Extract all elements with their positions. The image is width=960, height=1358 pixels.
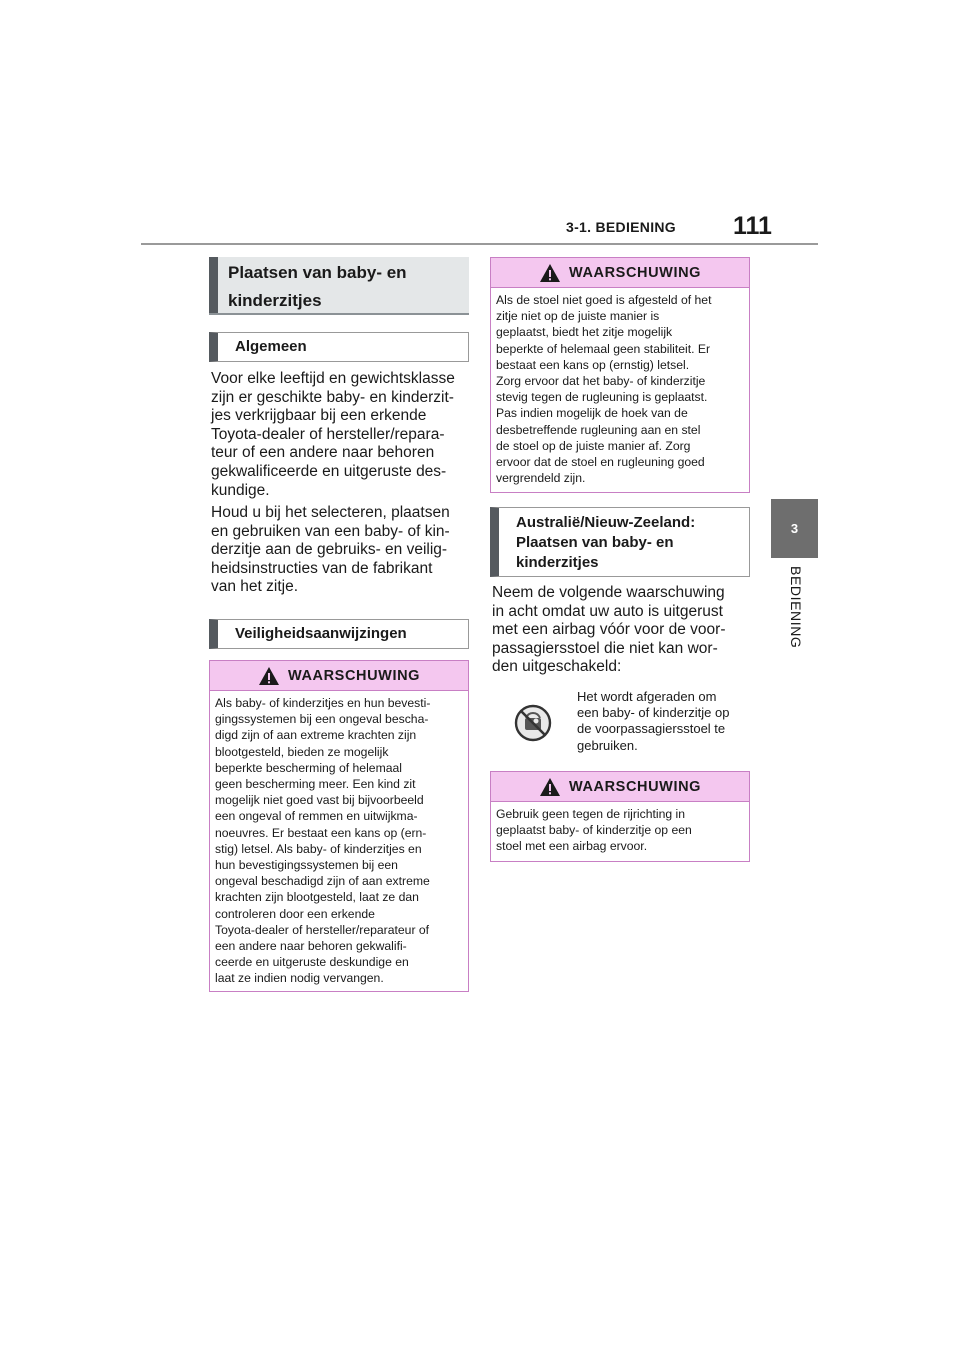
text-line: jes verkrijgbaar bij een erkende (211, 407, 427, 425)
text-line: bestaat een kans op (ernstig) letsel. (496, 357, 690, 372)
text-line: Als de stoel niet goed is afgesteld of het (496, 293, 712, 307)
text-line: ervoor dat de stoel en rugleuning goed (496, 455, 705, 470)
text-line: geplaatst, biedt het zitje mogelijk (496, 325, 673, 340)
subheading-general (209, 332, 469, 362)
text-line: Als baby- of kinderzitjes en hun bevesti- (215, 696, 431, 710)
chapter-number: 3 (790, 521, 799, 536)
text-line: Neem de volgende waarschuwing (492, 584, 725, 601)
warning-header (491, 258, 749, 288)
text-line: een ongeval of remmen en uitwijkma- (215, 809, 418, 824)
text-line: derzitje aan de gebruiks- en veilig- (211, 541, 448, 559)
text-line: geen bescherming meer. Een kind zit (215, 777, 416, 792)
paragraph-airbag (492, 584, 754, 677)
text-line: en gebruiken van een baby- of kin- (211, 522, 450, 540)
main-heading-line: Plaatsen van baby- en (228, 263, 407, 282)
text-line: de stoel op de juiste manier af. Zorg (496, 438, 691, 453)
text-line: stoel met een airbag ervoor. (496, 839, 648, 854)
subheading-line: Plaatsen van baby- en (516, 534, 674, 551)
text-line: gingssystemen bij een ongeval bescha- (215, 712, 429, 727)
text-line: heidsinstructies van de fabrikant (211, 559, 433, 577)
text-line: Pas indien mogelijk de hoek van de (496, 406, 688, 421)
warning-text (491, 288, 749, 486)
warning-triangle-icon (539, 777, 561, 797)
main-heading (209, 257, 469, 313)
text-line: Houd u bij het selecteren, plaatsen (211, 504, 450, 521)
text-line: stig) letsel. Als baby- of kinderzitjes en (215, 841, 422, 856)
warning-box-left (209, 660, 469, 992)
text-line: met een airbag vóór voor de voor- (492, 621, 726, 639)
text-line: krachten zijn blootgesteld, laat ze dan (215, 890, 419, 905)
chapter-tab (771, 499, 818, 558)
text-line: beperkte of helemaal geen stabiliteit. Er (496, 341, 711, 356)
text-line: Het wordt afgeraden om (577, 689, 717, 704)
text-line: Zorg ervoor dat het baby- of kinderzitje (496, 374, 706, 389)
text-line: Voor elke leeftijd en gewichtsklasse (211, 370, 455, 387)
text-line: geplaatst baby- of kinderzitje op een (496, 823, 692, 838)
header-divider (141, 243, 818, 245)
no-child-seat-icon (514, 704, 552, 742)
chapter-label: BEDIENING (788, 566, 804, 649)
main-heading-line: kinderzitjes (228, 291, 322, 310)
text-line: blootgesteld, bieden ze mogelijk (215, 744, 389, 759)
text-line: Toyota-dealer of hersteller/reparateur of (215, 922, 430, 937)
text-line: passagiersstoel die niet kan wor- (492, 639, 718, 657)
subheading-safety (209, 619, 469, 649)
subheading-text: Algemeen (235, 338, 307, 355)
text-line: Toyota-dealer of hersteller/repara- (211, 425, 445, 443)
text-line: zijn er geschikte baby- en kinderzit- (211, 388, 454, 406)
warning-triangle-icon (258, 666, 280, 686)
text-line: een baby- of kinderzitje op (577, 705, 730, 721)
paragraph-general (211, 370, 473, 500)
text-line: kundige. (211, 481, 270, 499)
text-line: een andere naar behoren gekwalifi- (215, 939, 407, 954)
text-line: hun bevestigingssystemen bij een (215, 858, 398, 873)
warning-title: WAARSCHUWING (287, 667, 421, 684)
warning-header (491, 772, 749, 802)
text-line: noeuvres. Er bestaat een kans op (ern- (215, 825, 427, 840)
paragraph-instructions (211, 504, 473, 597)
text-line: stevig tegen de rugleuning is geplaatst. (496, 390, 708, 405)
text-line: gekwalificeerde en uitgeruste des- (211, 462, 447, 480)
warning-text (491, 802, 749, 855)
warning-header (210, 661, 468, 691)
text-line: laat ze indien nodig vervangen. (215, 971, 384, 986)
text-line: zitje niet op de juiste manier is (496, 309, 660, 324)
icon-note (577, 689, 755, 754)
warning-title: WAARSCHUWING (568, 264, 702, 281)
subheading-line: kinderzitjes (516, 554, 599, 571)
text-line: mogelijk niet goed vast bij bijvoorbeeld (215, 793, 424, 808)
text-line: gebruiken. (577, 737, 638, 753)
text-line: Gebruik geen tegen de rijrichting in (496, 807, 686, 821)
warning-triangle-icon (539, 263, 561, 283)
warning-title: WAARSCHUWING (568, 778, 702, 795)
subheading-line: Australië/Nieuw-Zeeland: (516, 514, 696, 531)
warning-text (210, 691, 468, 987)
text-line: digd zijn of aan extreme krachten zijn (215, 728, 417, 743)
subheading-australia (490, 507, 750, 577)
subheading-text: Veiligheidsaanwijzingen (235, 625, 407, 642)
warning-box-right-top (490, 257, 750, 493)
page-number: 111 (733, 212, 772, 240)
warning-box-right-bottom (490, 771, 750, 862)
text-line: vergrendeld zijn. (496, 471, 586, 486)
text-line: desbetreffende rugleuning aan en stel (496, 422, 701, 437)
section-title: 3-1. BEDIENING (566, 219, 676, 235)
text-line: controleren door een erkende (215, 906, 375, 921)
text-line: ongeval beschadigd zijn of aan extreme (215, 874, 430, 889)
text-line: de voorpassagiersstoel te (577, 721, 726, 737)
text-line: beperkte bescherming of helemaal (215, 760, 402, 775)
text-line: van het zitje. (211, 578, 299, 596)
text-line: in acht omdat uw auto is uitgerust (492, 602, 723, 620)
text-line: den uitgeschakeld: (492, 658, 622, 676)
text-line: teur of een andere naar behoren (211, 444, 435, 462)
text-line: ceerde en uitgeruste deskundige en (215, 955, 409, 970)
